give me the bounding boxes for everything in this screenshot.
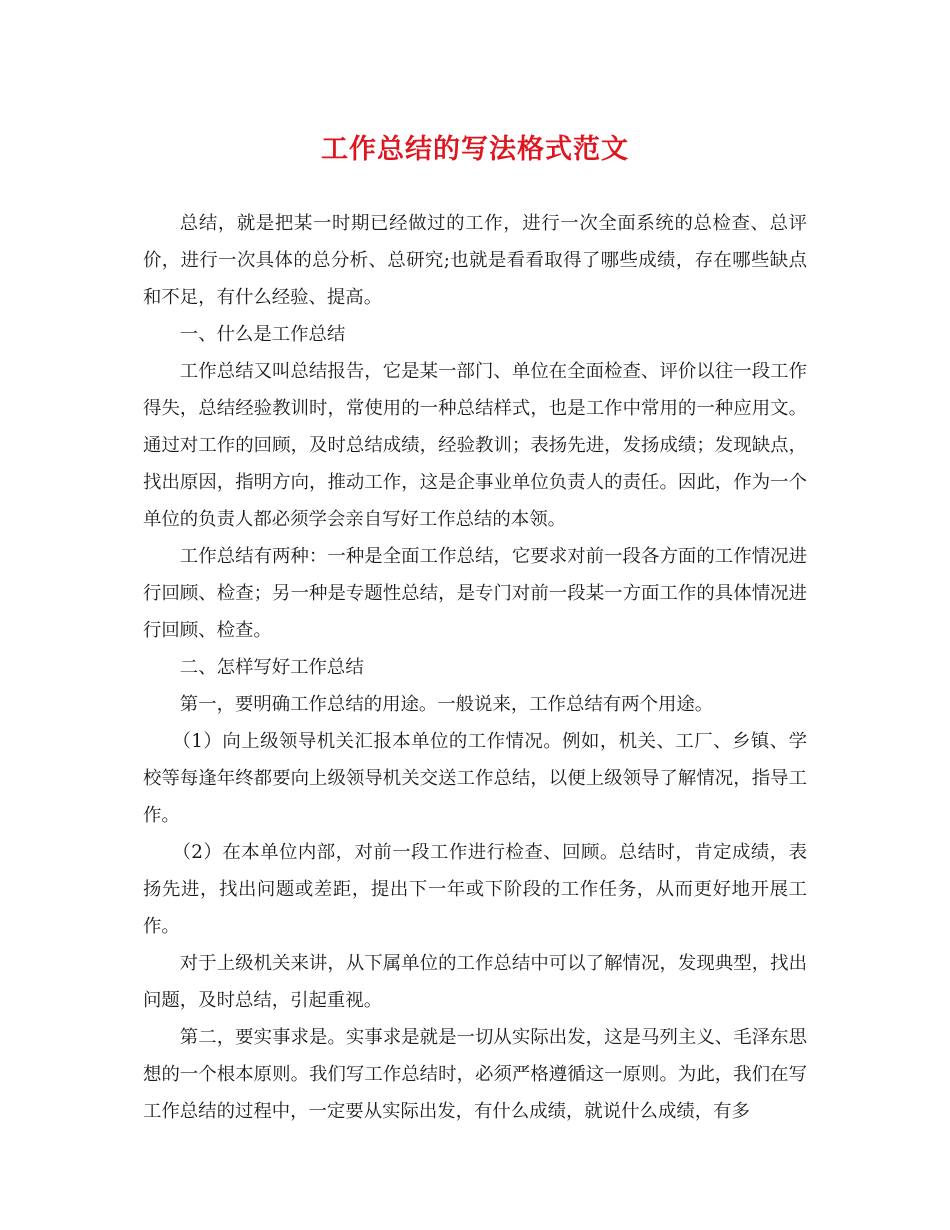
document-title: 工作总结的写法格式范文 [321, 134, 629, 165]
paragraph-types: 工作总结有两种：一种是全面工作总结，它要求对前一段各方面的工作情况进行回顾、检查；另一种是专题性总结，是专门对前一段某一方面工作的具体情况进行回顾、检查。 [143, 546, 807, 641]
section-heading-1: 一、什么是工作总结 [179, 324, 346, 345]
document-body [143, 205, 807, 1130]
paragraph-superior: 对于上级机关来讲，从下属单位的工作总结中可以了解情况，发现典型，找出问题，及时总结，引起重视。 [143, 953, 807, 1011]
paragraph-purpose: 第一，要明确工作总结的用途。一般说来，工作总结有两个用途。 [179, 694, 714, 715]
paragraph-intro: 总结，就是把某一时期已经做过的工作，进行一次全面系统的总检查、总评价，进行一次具体的总分析、总研究;也就是看看取得了哪些成绩，存在哪些缺点和不足，有什么经验、提高。 [143, 213, 807, 308]
paragraph-item-2: （2）在本单位内部，对前一段工作进行检查、回顾。总结时，肯定成绩，表扬先进，找出问题或差距，提出下一年或下阶段的工作任务，从而更好地开展工作。 [143, 842, 807, 937]
paragraph-definition: 工作总结又叫总结报告，它是某一部门、单位在全面检查、评价以往一段工作得失，总结经验教训时，常使用的一种总结样式，也是工作中常用的一种应用文。通过对工作的回顾，及时总结成绩，经验教训；表扬先进，发扬成绩；发现缺点，找出原因，指明方向，推动工作，这是企事业单位负责人的责任。因此，作为一个单位的负责人都必须学会亲自写好工作总结的本领。 [143, 361, 807, 530]
paragraph-fact: 第二，要实事求是。实事求是就是一切从实际出发，这是马列主义、毛泽东思想的一个根本原则。我们写工作总结时，必须严格遵循这一原则。为此，我们在写工作总结的过程中，一定要从实际出发，有什么成绩，就说什么成绩，有多 [143, 1027, 807, 1122]
paragraph-item-1: （1）向上级领导机关汇报本单位的工作情况。例如，机关、工厂、乡镇、学校等每逢年终都要向上级领导机关交送工作总结，以便上级领导了解情况，指导工作。 [143, 731, 807, 826]
section-heading-2: 二、怎样写好工作总结 [179, 657, 364, 678]
